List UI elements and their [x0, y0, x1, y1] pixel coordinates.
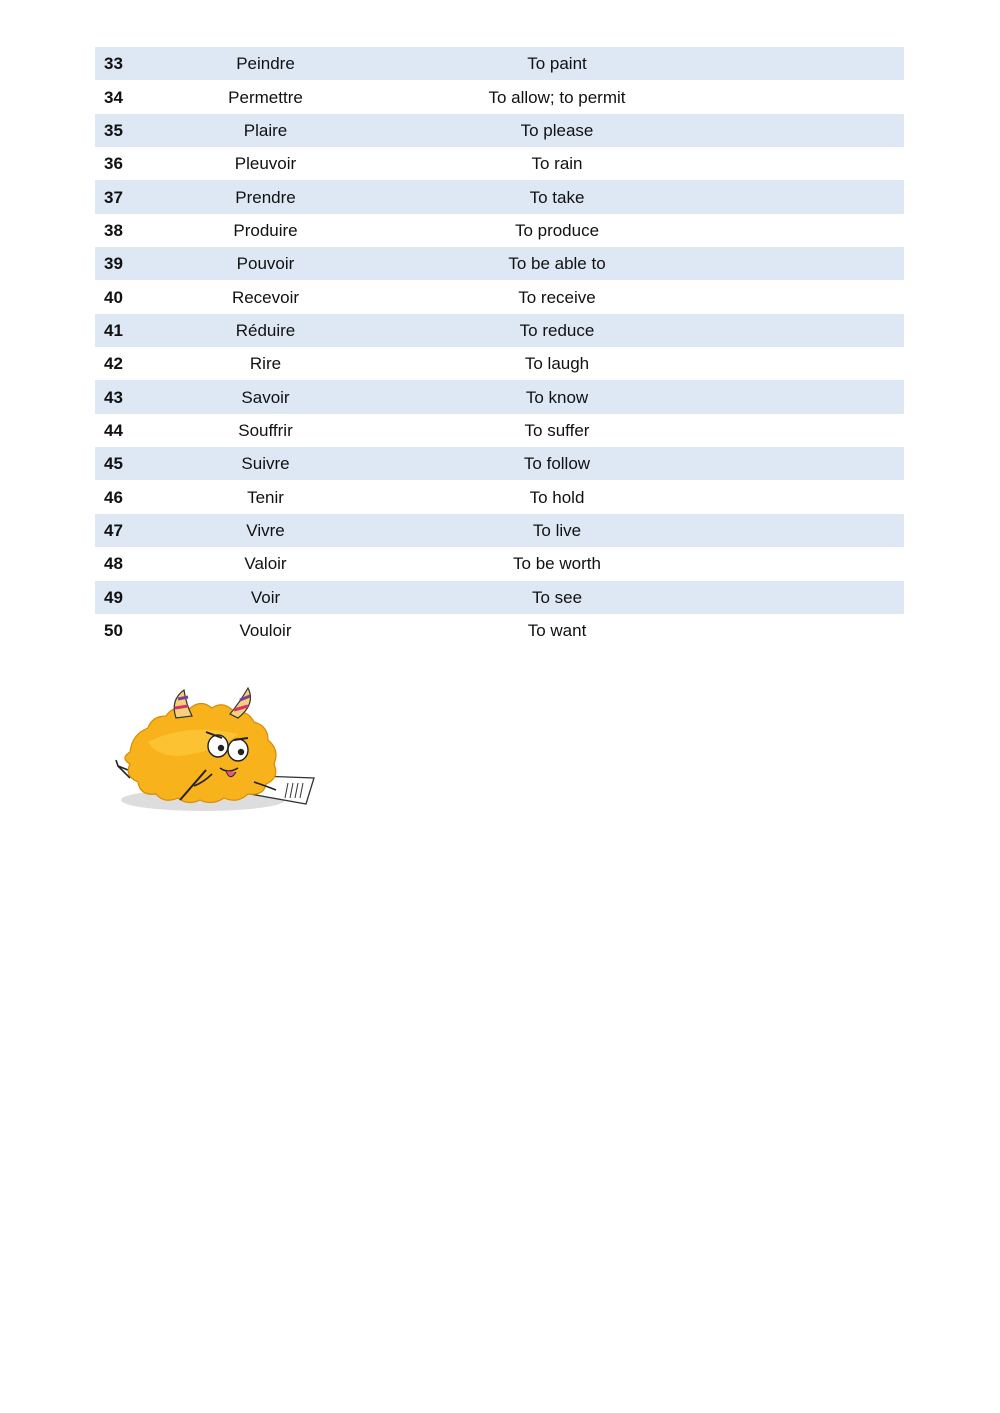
empty-cell — [677, 414, 904, 447]
verb-number: 35 — [95, 114, 194, 147]
table-row — [95, 214, 904, 247]
table-row — [95, 547, 904, 580]
empty-cell — [677, 247, 904, 280]
verb-number: 34 — [95, 80, 194, 113]
english-translation: To produce — [337, 214, 677, 247]
empty-cell — [677, 514, 904, 547]
table-row — [95, 480, 904, 513]
english-translation: To want — [337, 614, 677, 647]
english-translation: To be able to — [337, 247, 677, 280]
verb-number: 39 — [95, 247, 194, 280]
english-translation: To laugh — [337, 347, 677, 380]
empty-cell — [677, 380, 904, 413]
table-row — [95, 180, 904, 213]
table-row — [95, 247, 904, 280]
verb-number: 38 — [95, 214, 194, 247]
french-verb: Souffrir — [194, 414, 337, 447]
english-translation: To be worth — [337, 547, 677, 580]
english-translation: To follow — [337, 447, 677, 480]
verb-number: 37 — [95, 180, 194, 213]
table-row — [95, 581, 904, 614]
empty-cell — [677, 347, 904, 380]
english-translation: To reduce — [337, 314, 677, 347]
table-row — [95, 447, 904, 480]
french-verb: Pouvoir — [194, 247, 337, 280]
verb-number: 43 — [95, 380, 194, 413]
empty-cell — [677, 547, 904, 580]
french-verb: Réduire — [194, 314, 337, 347]
french-verb: Voir — [194, 581, 337, 614]
verb-number: 40 — [95, 280, 194, 313]
table-row — [95, 280, 904, 313]
english-translation: To please — [337, 114, 677, 147]
empty-cell — [677, 214, 904, 247]
table-row — [95, 147, 904, 180]
french-verb: Peindre — [194, 47, 337, 80]
verb-number: 45 — [95, 447, 194, 480]
french-verb: Plaire — [194, 114, 337, 147]
french-verb: Valoir — [194, 547, 337, 580]
english-translation: To hold — [337, 480, 677, 513]
french-verb: Suivre — [194, 447, 337, 480]
table-row — [95, 614, 904, 647]
empty-cell — [677, 314, 904, 347]
french-verb: Produire — [194, 214, 337, 247]
verb-number: 49 — [95, 581, 194, 614]
french-verb: Recevoir — [194, 280, 337, 313]
verb-number: 42 — [95, 347, 194, 380]
verb-number: 41 — [95, 314, 194, 347]
french-verb: Tenir — [194, 480, 337, 513]
table-row — [95, 380, 904, 413]
table-row — [95, 80, 904, 113]
verb-number: 47 — [95, 514, 194, 547]
english-translation: To live — [337, 514, 677, 547]
french-verb: Rire — [194, 347, 337, 380]
empty-cell — [677, 47, 904, 80]
english-translation: To paint — [337, 47, 677, 80]
french-verb: Vivre — [194, 514, 337, 547]
french-verb: Vouloir — [194, 614, 337, 647]
english-translation: To allow; to permit — [337, 80, 677, 113]
empty-cell — [677, 280, 904, 313]
french-verb: Prendre — [194, 180, 337, 213]
verb-number: 50 — [95, 614, 194, 647]
french-verb: Pleuvoir — [194, 147, 337, 180]
empty-cell — [677, 114, 904, 147]
verb-number: 33 — [95, 47, 194, 80]
empty-cell — [677, 480, 904, 513]
empty-cell — [677, 147, 904, 180]
verb-number: 48 — [95, 547, 194, 580]
empty-cell — [677, 447, 904, 480]
table-row — [95, 347, 904, 380]
english-translation: To see — [337, 581, 677, 614]
french-verb: Permettre — [194, 80, 337, 113]
english-translation: To rain — [337, 147, 677, 180]
english-translation: To take — [337, 180, 677, 213]
english-translation: To know — [337, 380, 677, 413]
verb-table-body — [95, 47, 904, 647]
verb-number: 46 — [95, 480, 194, 513]
english-translation: To suffer — [337, 414, 677, 447]
verb-number: 36 — [95, 147, 194, 180]
table-row — [95, 314, 904, 347]
empty-cell — [677, 180, 904, 213]
empty-cell — [677, 614, 904, 647]
table-row — [95, 414, 904, 447]
english-translation: To receive — [337, 280, 677, 313]
fluffy-monster-writing-icon — [108, 682, 323, 817]
empty-cell — [677, 581, 904, 614]
empty-cell — [677, 80, 904, 113]
table-row — [95, 114, 904, 147]
french-verb: Savoir — [194, 380, 337, 413]
table-row — [95, 514, 904, 547]
verb-number: 44 — [95, 414, 194, 447]
table-row — [95, 47, 904, 80]
verb-table — [95, 47, 904, 647]
